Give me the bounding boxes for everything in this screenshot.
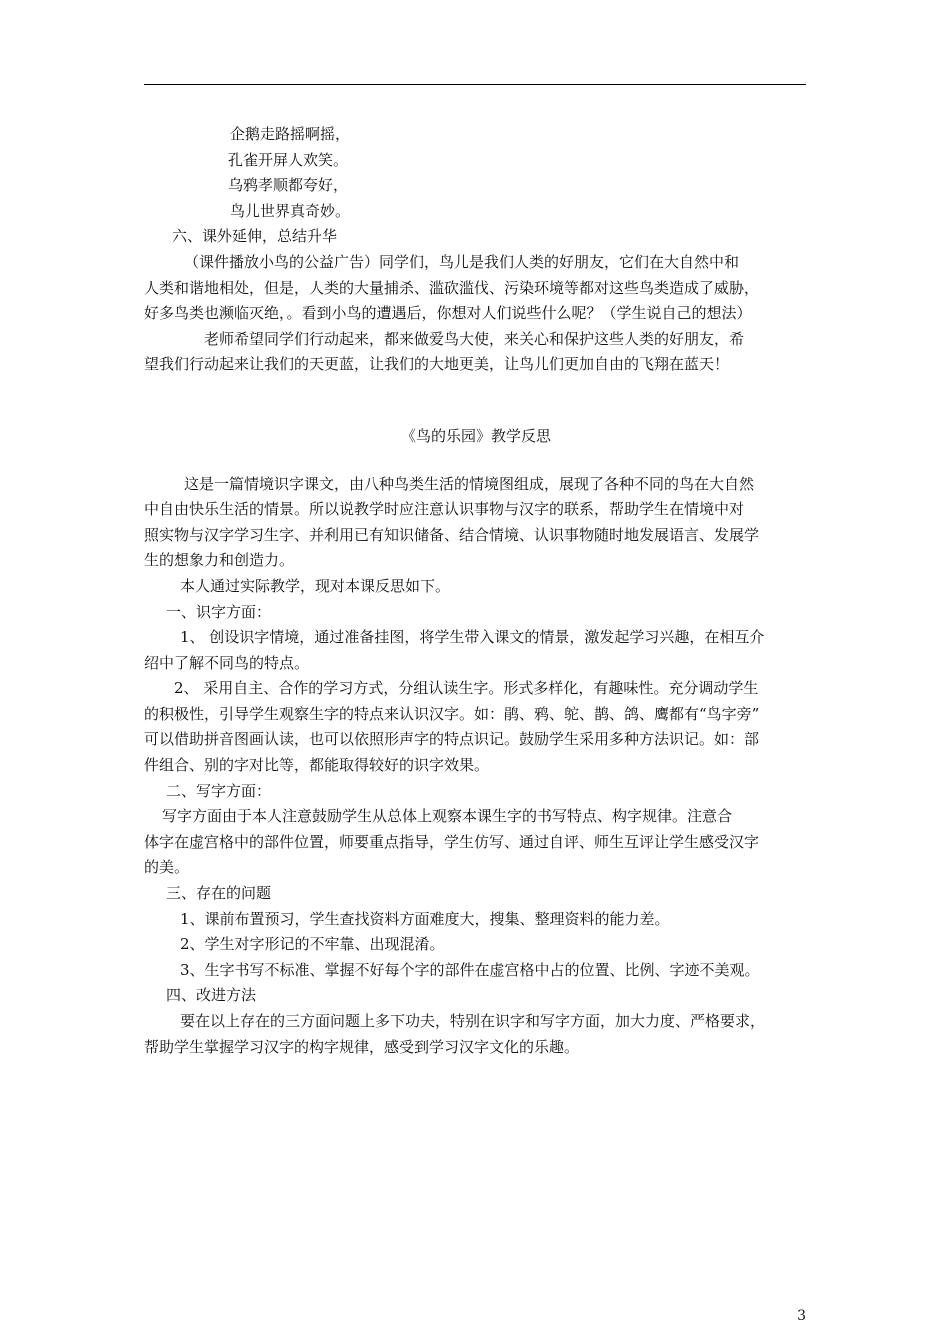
paragraph-line: 老师希望同学们行动起来，都来做爱鸟大使，来关心和保护这些人类的好朋友，希 xyxy=(204,329,745,348)
poem-line: 企鹅走路摇啊摇， xyxy=(230,125,351,143)
paragraph-line: 本人通过实际教学，现对本课反思如下。 xyxy=(180,576,451,595)
reflection-title: 《鸟的乐园》教学反思 xyxy=(400,426,551,445)
list-item: 3、生字书写不标准、掌握不好每个字的部件在虚宫格中占的位置、比例、字迹不美观。 xyxy=(180,960,760,979)
paragraph-line: 人类和谐地相处，但是，人类的大量捕杀、滥砍滥伐、污染环境等都对这些鸟类造成了威胁， xyxy=(144,278,760,297)
paragraph-line: 照实物与汉字学习生字、并利用已有知识储备、结合情境、认识事物随时地发展语言、发展学 xyxy=(144,525,760,544)
paragraph-line: 的积极性，引导学生观察生字的特点来认识汉字。如：鹃、鸦、鸵、鹊、鸽、鹰都有“鸟字旁” xyxy=(144,704,760,723)
paragraph-line: 的美。 xyxy=(144,858,190,877)
section-heading: 六、课外延伸，总结升华 xyxy=(172,227,338,246)
paragraph-line: 好多鸟类也濒临灭绝，。看到小鸟的遭遇后，你想对人们说些什么呢？（学生说自己的想法） xyxy=(144,304,752,323)
paragraph-line: 可以借助拼音图画认读，也可以依照形声字的特点识记。鼓励学生采用多种方法识记。如：部 xyxy=(144,730,760,749)
paragraph-line: 中自由快乐生活的情景。所以说教学时应注意认识事物与汉字的联系，帮助学生在情境中对 xyxy=(144,500,745,519)
paragraph-line: 帮助学生掌握学习汉字的构字规律，感受到学习汉字文化的乐趣。 xyxy=(144,1037,580,1056)
list-item: 1、课前布置预习，学生查找资料方面难度大，搜集、整理资料的能力差。 xyxy=(180,909,670,928)
poem-line: 孔雀开屏人欢笑。 xyxy=(228,150,349,169)
paragraph-line: 望我们行动起来让我们的天更蓝，让我们的大地更美，让鸟儿们更加自由的飞翔在蓝天！ xyxy=(144,355,730,374)
paragraph-line: 写字方面由于本人注意鼓励学生从总体上观察本课生字的书写特点、构字规律。注意合 xyxy=(162,807,733,826)
list-item: 2、学生对字形记的不牢靠、出现混淆。 xyxy=(180,935,445,954)
paragraph-line: 件组合、别的字对比等，都能取得较好的识字效果。 xyxy=(144,756,490,775)
paragraph-line: 这是一篇情境识字课文，由八种鸟类生活的情境图组成，展现了各种不同的鸟在大自然 xyxy=(184,474,755,493)
paragraph-line: 生的想象力和创造力。 xyxy=(144,551,295,570)
list-item: 1、 创设识字情境，通过准备挂图，将学生带入课文的情景，激发起学习兴趣，在相互介 xyxy=(180,628,765,647)
page-number: 3 xyxy=(797,1308,806,1324)
section-heading: 三、存在的问题 xyxy=(166,884,272,903)
paragraph-line: 要在以上存在的三方面问题上多下功夫，特别在识字和写字方面，加大力度、严格要求， xyxy=(180,1012,766,1030)
paragraph-line: 绍中了解不同鸟的特点。 xyxy=(144,653,310,672)
section-heading: 一、识字方面： xyxy=(166,602,272,621)
document-body xyxy=(144,122,808,1060)
paragraph-line: （课件播放小鸟的公益广告）同学们，鸟儿是我们人类的好朋友，它们在大自然中和 xyxy=(184,252,740,271)
poem xyxy=(144,122,808,224)
paragraph-line: 体字在虚宫格中的部件位置，师要重点指导，学生仿写、通过自评、师生互评让学生感受汉字 xyxy=(144,832,760,851)
list-item: 2、 采用自主、合作的学习方式，分组认读生字。形式多样化，有趣味性。充分调动学生 xyxy=(174,679,759,698)
section-heading: 四、改进方法 xyxy=(166,986,257,1005)
poem-line: 鸟儿世界真奇妙。 xyxy=(230,201,351,220)
poem-line: 乌鸦孝顺都夸好， xyxy=(228,176,349,195)
header-rule xyxy=(144,84,806,85)
section-heading: 二、写字方面： xyxy=(166,781,272,800)
